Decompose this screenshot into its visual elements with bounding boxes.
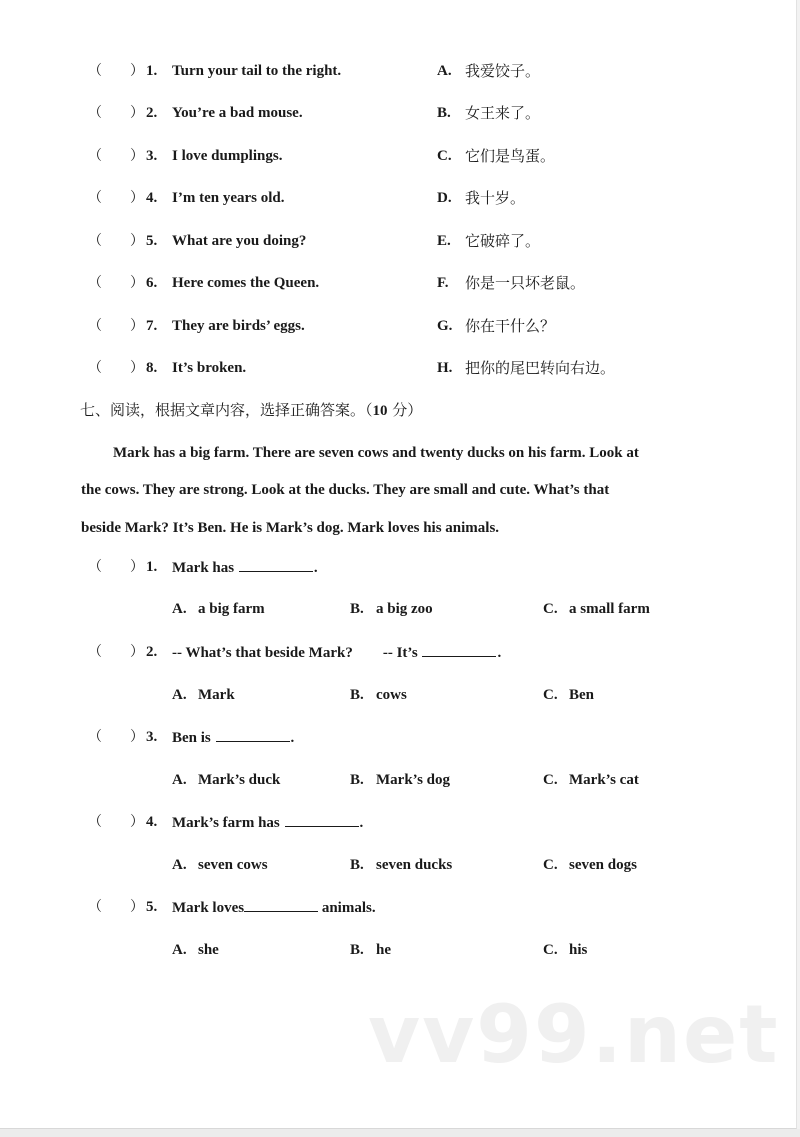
match-letter: B. — [437, 105, 451, 121]
question-stem — [172, 727, 294, 748]
answer-paren-open: （ — [88, 63, 102, 79]
answer-paren-open: （ — [88, 729, 102, 745]
question-number: 3. — [146, 148, 158, 164]
option-text: Mark’s cat — [569, 772, 639, 788]
match-letter: H. — [437, 360, 453, 376]
answer-paren-close: ） — [130, 233, 144, 249]
option-text: seven cows — [198, 857, 268, 873]
section-score-suffix: 分） — [387, 401, 423, 419]
chinese-sentence: 你是一只坏老鼠。 — [465, 274, 586, 292]
match-letter: A. — [437, 63, 452, 79]
chinese-sentence: 女王来了。 — [465, 104, 541, 122]
match-letter: E. — [437, 233, 451, 249]
match-letter: D. — [437, 190, 452, 206]
answer-blank — [244, 897, 318, 912]
option-letter: B. — [350, 772, 364, 788]
english-sentence: I’m ten years old. — [172, 190, 285, 206]
option-letter: C. — [543, 772, 558, 788]
option-letter: C. — [543, 857, 558, 873]
chinese-sentence: 我十岁。 — [465, 189, 526, 207]
option-letter: A. — [172, 857, 187, 873]
option-c — [543, 599, 650, 619]
question-number: 7. — [146, 318, 158, 334]
option-text: Mark’s dog — [376, 772, 451, 788]
answer-paren-open: （ — [88, 148, 102, 164]
passage-line-3: beside Mark? It’s Ben. He is Mark’s dog. Mark loves his animals. — [81, 520, 500, 536]
match-letter: G. — [437, 318, 453, 334]
option-letter: B. — [350, 857, 364, 873]
option-letter: C. — [543, 687, 558, 703]
option-text: a small farm — [569, 601, 650, 617]
option-b — [350, 940, 391, 960]
option-letter: C. — [543, 942, 558, 958]
option-text: Mark — [198, 687, 235, 703]
question-number: 2. — [146, 644, 158, 660]
answer-paren-close: ） — [130, 559, 144, 575]
answer-blank — [216, 727, 290, 742]
english-sentence: Turn your tail to the right. — [172, 63, 342, 79]
option-b — [350, 770, 450, 790]
answer-paren-close: ） — [130, 899, 144, 915]
question-text-before: Mark has — [172, 560, 238, 576]
option-text: a big farm — [198, 601, 265, 617]
chinese-sentence: 它们是鸟蛋。 — [465, 147, 556, 165]
chinese-sentence: 你在干什么？ — [465, 317, 556, 335]
chinese-sentence: 它破碎了。 — [465, 232, 541, 250]
question-text-after: animals. — [318, 900, 376, 916]
question-text-before: Mark’s farm has — [172, 815, 284, 831]
option-c — [543, 855, 637, 875]
option-text: cows — [376, 687, 407, 703]
option-b — [350, 599, 433, 619]
section-score: 10 — [372, 403, 388, 419]
english-sentence: Here comes the Queen. — [172, 275, 320, 291]
answer-paren-close: ） — [130, 644, 144, 660]
question-text-after: . — [290, 730, 295, 746]
option-letter: A. — [172, 942, 187, 958]
section-7-title — [80, 400, 422, 421]
option-letter: B. — [350, 687, 364, 703]
question-stem — [172, 642, 501, 663]
english-sentence: They are birds’ eggs. — [172, 318, 305, 334]
option-text: a big zoo — [376, 601, 433, 617]
passage-line-2: the cows. They are strong. Look at the ducks. They are small and cute. What’s that — [81, 482, 610, 498]
option-c — [543, 685, 594, 705]
passage-line-1: Mark has a big farm. There are seven cows and twenty ducks on his farm. Look at — [113, 445, 639, 461]
question-stem — [172, 897, 376, 918]
option-letter: A. — [172, 772, 187, 788]
answer-paren-open: （ — [88, 899, 102, 915]
answer-paren-close: ） — [130, 148, 144, 164]
answer-paren-close: ） — [130, 105, 144, 121]
answer-paren-close: ） — [130, 63, 144, 79]
answer-paren-open: （ — [88, 233, 102, 249]
question-text-before: -- What’s that beside Mark? -- It’s — [172, 645, 422, 661]
answer-paren-close: ） — [130, 814, 144, 830]
chinese-sentence: 我爱饺子。 — [465, 62, 541, 80]
option-b — [350, 855, 452, 875]
english-sentence: What are you doing? — [172, 233, 307, 249]
answer-blank — [285, 812, 359, 827]
answer-paren-open: （ — [88, 318, 102, 334]
option-a — [172, 685, 235, 705]
question-number: 4. — [146, 190, 158, 206]
answer-paren-open: （ — [88, 644, 102, 660]
option-c — [543, 940, 587, 960]
option-text: she — [198, 942, 219, 958]
question-number: 8. — [146, 360, 158, 376]
option-text: Mark’s duck — [198, 772, 281, 788]
question-number: 5. — [146, 233, 158, 249]
question-number: 3. — [146, 729, 158, 745]
answer-paren-open: （ — [88, 814, 102, 830]
answer-paren-close: ） — [130, 275, 144, 291]
answer-paren-close: ） — [130, 360, 144, 376]
answer-paren-open: （ — [88, 275, 102, 291]
option-b — [350, 685, 407, 705]
option-text: Ben — [569, 687, 595, 703]
english-sentence: It’s broken. — [172, 360, 247, 376]
option-letter: B. — [350, 601, 364, 617]
question-number: 5. — [146, 899, 158, 915]
question-text-after: . — [497, 645, 502, 661]
option-letter: C. — [543, 601, 558, 617]
option-text: seven dogs — [569, 857, 637, 873]
question-number: 1. — [146, 559, 158, 575]
english-sentence: I love dumplings. — [172, 148, 283, 164]
question-number: 4. — [146, 814, 158, 830]
answer-paren-close: ） — [130, 729, 144, 745]
question-number: 2. — [146, 105, 158, 121]
chinese-sentence: 把你的尾巴转向右边。 — [465, 359, 616, 377]
question-stem — [172, 557, 318, 578]
option-a — [172, 770, 280, 790]
question-text-before: Ben is — [172, 730, 215, 746]
answer-paren-open: （ — [88, 559, 102, 575]
section-title-text: 七、阅读，根据文章内容，选择正确答案。（ — [80, 401, 373, 419]
answer-paren-close: ） — [130, 318, 144, 334]
page-bottom-edge — [0, 1129, 800, 1137]
answer-paren-open: （ — [88, 105, 102, 121]
option-letter: B. — [350, 942, 364, 958]
question-text-before: Mark loves — [172, 900, 245, 916]
answer-paren-open: （ — [88, 190, 102, 206]
match-letter: C. — [437, 148, 452, 164]
option-text: his — [569, 942, 588, 958]
question-number: 1. — [146, 63, 158, 79]
question-text-after: . — [359, 815, 364, 831]
answer-paren-open: （ — [88, 360, 102, 376]
option-letter: A. — [172, 601, 187, 617]
match-letter: F. — [437, 275, 449, 291]
question-stem — [172, 812, 363, 833]
option-a — [172, 940, 219, 960]
question-text-after: . — [313, 560, 318, 576]
option-text: seven ducks — [376, 857, 453, 873]
english-sentence: You’re a bad mouse. — [172, 105, 303, 121]
option-text: he — [376, 942, 391, 958]
option-letter: A. — [172, 687, 187, 703]
answer-blank — [239, 557, 313, 572]
question-number: 6. — [146, 275, 158, 291]
option-a — [172, 855, 268, 875]
option-a — [172, 599, 265, 619]
answer-paren-close: ） — [130, 190, 144, 206]
answer-blank — [422, 642, 496, 657]
watermark: vv99.net — [368, 988, 780, 1081]
option-c — [543, 770, 639, 790]
